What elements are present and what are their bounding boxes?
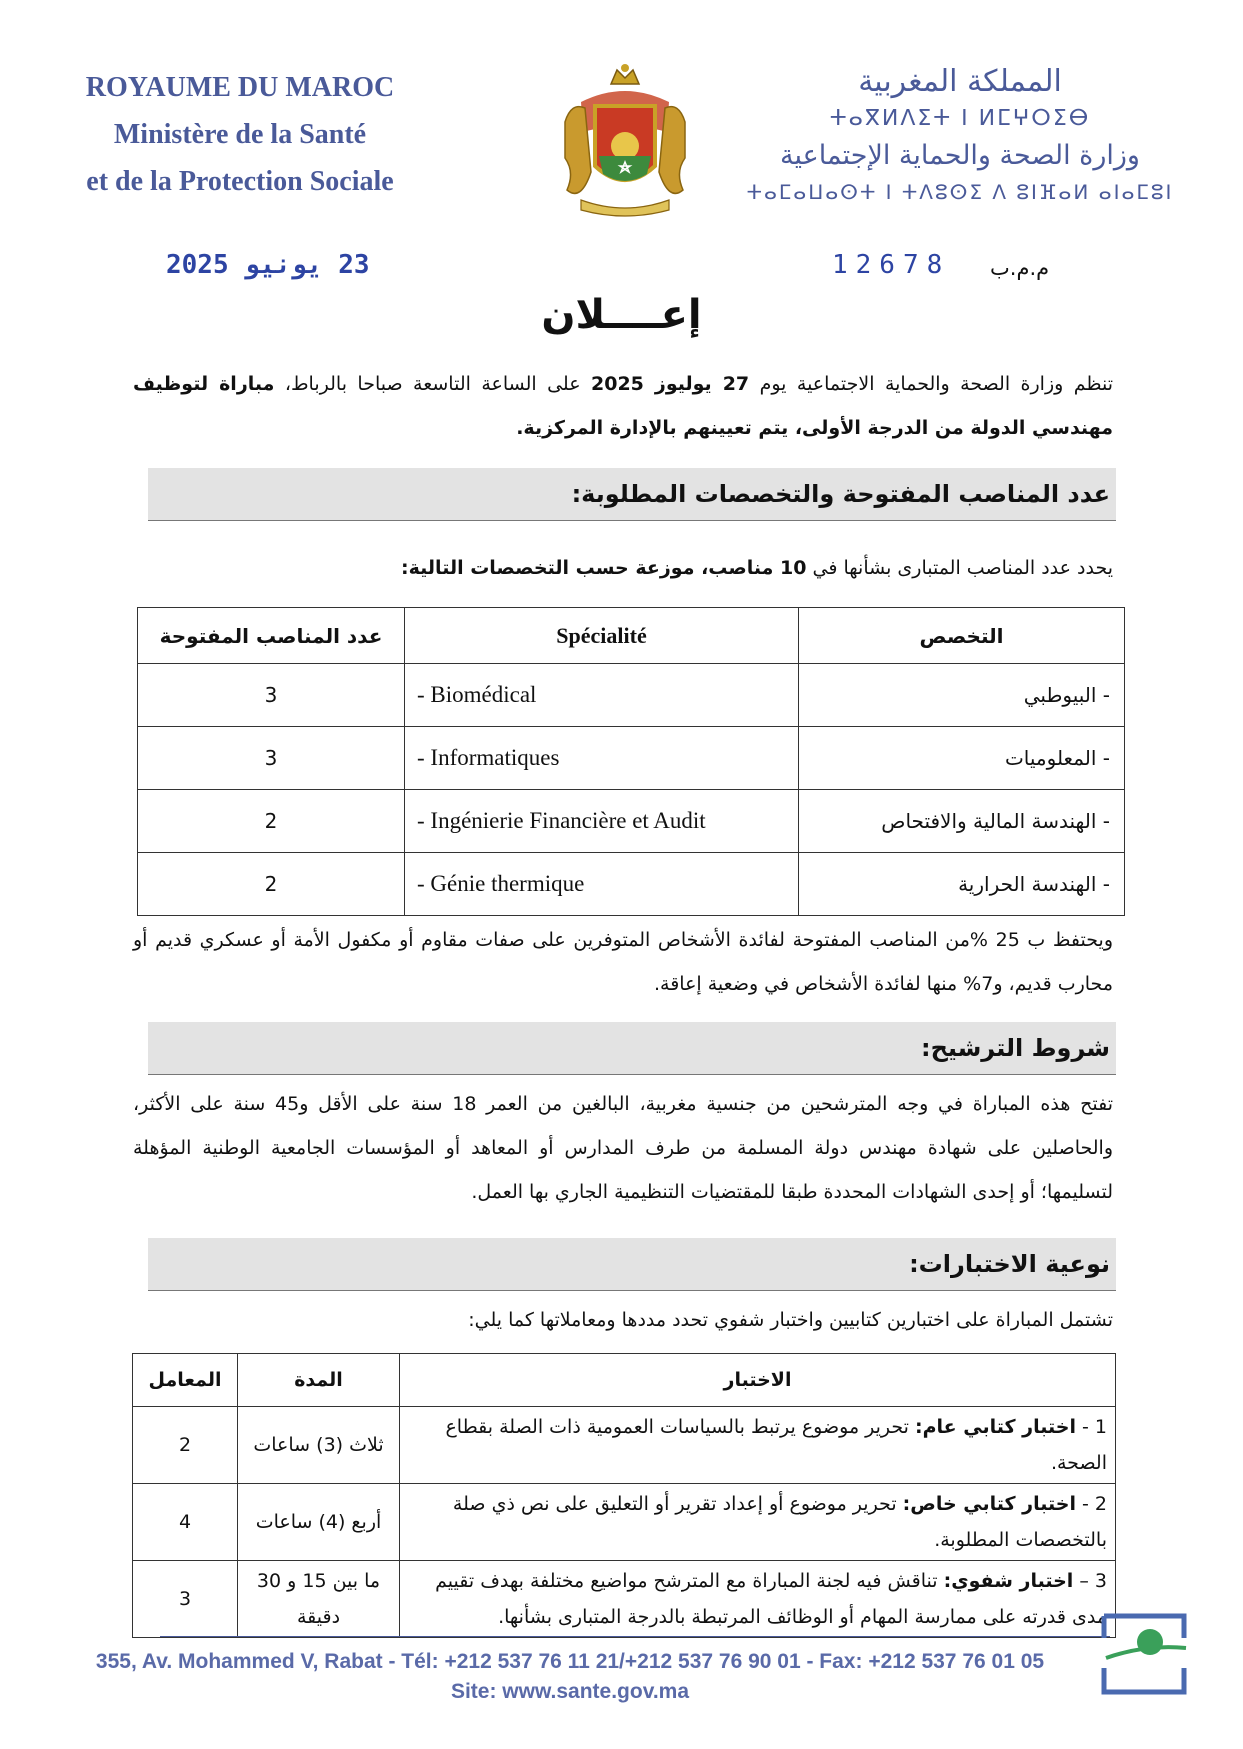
test-desc: تناقش فيه لجنة المباراة مع المترشح مواضيع مختلفة بهدف تقييم مدى قدرته على ممارسة المهام أو الوظائف المرتبطة بالدرجة المتبارى بشأنها. bbox=[435, 1570, 1107, 1628]
test-number: 1 - bbox=[1075, 1416, 1107, 1438]
col-header-specialty-ar: التخصص bbox=[799, 608, 1125, 664]
fr-ministry: Ministère de la Santé bbox=[113, 119, 367, 150]
tests-table bbox=[132, 1353, 1116, 1638]
intro-bold-end: مباراة لتوظيف مهندسي الدولة من الدرجة الأولى، يتم تعيينهم بالإدارة المركزية. bbox=[133, 373, 1113, 439]
col-header-coefficient: المعامل bbox=[133, 1354, 238, 1407]
test-coefficient: 3 bbox=[133, 1561, 238, 1638]
test-number: 2 - bbox=[1075, 1493, 1107, 1515]
conditions-paragraph: تفتح هذه المباراة في وجه المترشحين من جنسية مغربية، البالغين من العمر 18 سنة على الأقل و45 سنة على الأكثر، والحاصلين على شهادة مهندس دولة المسلمة من طرف المدارس أو المعاهد أو المؤسسات الجامعية الوطنية المؤهلة لتسليمها؛ أو إحدى الشهادات المحددة طبقا للمقتضيات التنظيمية الجاري بها العمل. bbox=[133, 1093, 1113, 1203]
positions-lead bbox=[133, 546, 1113, 590]
table-header-row bbox=[138, 608, 1125, 664]
test-label: اختبار كتابي خاص: bbox=[902, 1493, 1076, 1515]
intro-date: 27 يوليوز 2025 bbox=[591, 373, 750, 395]
test-number: 3 – bbox=[1073, 1570, 1107, 1592]
test-duration: ما بين 15 و 30 دقيقة bbox=[238, 1561, 400, 1638]
reference-label: م.م.ب bbox=[990, 256, 1050, 280]
moroccan-coat-of-arms-icon bbox=[551, 62, 699, 222]
intro-part2: على الساعة التاسعة صباحا بالرباط، bbox=[274, 373, 591, 395]
footer-address: 355, Av. Mohammed V, Rabat - Tél: +212 537 76 11 21/+212 537 76 90 01 - Fax: +212 537 76 01 05 bbox=[95, 1650, 1045, 1673]
header-arabic bbox=[735, 62, 1185, 208]
specialty-ar: - البيوطبي bbox=[799, 664, 1125, 727]
test-coefficient: 4 bbox=[133, 1484, 238, 1561]
positions-lead-bold: 10 مناصب، موزعة حسب التخصصات التالية: bbox=[401, 557, 807, 579]
ar-kingdom: المملكة المغربية bbox=[858, 64, 1062, 99]
table-row bbox=[133, 1407, 1116, 1484]
positions-lead-part1: يحدد عدد المناصب المتبارى بشأنها في bbox=[806, 557, 1113, 579]
announcement-title: إعــــلان bbox=[541, 292, 702, 338]
tests-lead: تشتمل المباراة على اختبارين كتابيين واختبار شفوي تحدد مددها ومعاملاتها كما يلي: bbox=[468, 1309, 1113, 1331]
col-header-specialty-fr: Spécialité bbox=[405, 608, 799, 664]
table-row bbox=[133, 1561, 1116, 1638]
header-french bbox=[40, 64, 440, 205]
table-row bbox=[133, 1484, 1116, 1561]
section-heading-positions-text: عدد المناصب المفتوحة والتخصصات المطلوبة: bbox=[571, 480, 1110, 508]
test-desc: تحرير موضوع أو إعداد تقرير أو التعليق على نص ذي صلة بالتخصصات المطلوبة. bbox=[452, 1493, 1107, 1551]
positions-table bbox=[137, 607, 1125, 916]
reference-number: 12678 bbox=[832, 250, 951, 280]
position-count: 3 bbox=[138, 664, 405, 727]
position-count: 3 bbox=[138, 727, 405, 790]
specialty-ar: - المعلوميات bbox=[799, 727, 1125, 790]
intro-part1: تنظم وزارة الصحة والحماية الاجتماعية يوم bbox=[749, 373, 1113, 395]
col-header-test: الاختبار bbox=[400, 1354, 1116, 1407]
specialty-fr: - Ingénierie Financière et Audit bbox=[405, 790, 799, 853]
date-stamp: 23 يونيو 2025 bbox=[166, 250, 370, 280]
specialty-ar: - الهندسة المالية والافتحاص bbox=[799, 790, 1125, 853]
test-duration: أربع (4) ساعات bbox=[238, 1484, 400, 1561]
tifinagh-ministry: ⵜⴰⵎⴰⵡⴰⵙⵜ ⵏ ⵜⴷⵓⵙⵉ ⴷ ⵓⵏⴼⴰⵍ ⴰⵏⴰⵎⵓⵏ bbox=[746, 180, 1174, 204]
footer-site: Site: www.sante.gov.ma bbox=[450, 1680, 690, 1703]
test-coefficient: 2 bbox=[133, 1407, 238, 1484]
tifinagh-kingdom: ⵜⴰⴳⵍⴷⵉⵜ ⵏ ⵍⵎⵖⵔⵉⴱ bbox=[829, 106, 1091, 131]
ar-ministry: وزارة الصحة والحماية الإجتماعية bbox=[780, 140, 1140, 171]
specialty-ar: - الهندسة الحرارية bbox=[799, 853, 1125, 916]
quota-paragraph: ويحتفظ ب 25 %من المناصب المفتوحة لفائدة الأشخاص المتوفرين على صفات مقاوم أو مكفول الأمة أو عسكري قديم أو محارب قديم، و7% منها لفائدة الأشخاص في وضعية إعاقة. bbox=[133, 929, 1114, 995]
table-row bbox=[138, 790, 1125, 853]
test-description bbox=[400, 1407, 1116, 1484]
fr-kingdom: ROYAUME DU MAROC bbox=[85, 72, 395, 103]
footer-divider bbox=[160, 1636, 1110, 1637]
intro-paragraph bbox=[133, 362, 1113, 450]
fr-ministry-2: et de la Protection Sociale bbox=[86, 166, 394, 197]
table-row bbox=[138, 727, 1125, 790]
position-count: 2 bbox=[138, 790, 405, 853]
section-heading-tests bbox=[148, 1238, 1116, 1291]
section-heading-conditions bbox=[148, 1022, 1116, 1075]
test-label: اختبار كتابي عام: bbox=[915, 1416, 1076, 1438]
specialty-fr: - Informatiques bbox=[405, 727, 799, 790]
test-duration: ثلاث (3) ساعات bbox=[238, 1407, 400, 1484]
col-header-count: عدد المناصب المفتوحة bbox=[138, 608, 405, 664]
specialty-fr: - Biomédical bbox=[405, 664, 799, 727]
section-heading-tests-text: نوعية الاختبارات: bbox=[909, 1250, 1110, 1278]
test-description bbox=[400, 1561, 1116, 1638]
ministry-logo-icon bbox=[1096, 1608, 1192, 1700]
test-label: اختبار شفوي: bbox=[943, 1570, 1074, 1592]
test-desc: تحرير موضوع يرتبط بالسياسات العمومية ذات الصلة بقطاع الصحة. bbox=[445, 1416, 1107, 1474]
table-header-row bbox=[133, 1354, 1116, 1407]
table-row bbox=[138, 853, 1125, 916]
position-count: 2 bbox=[138, 853, 405, 916]
test-description bbox=[400, 1484, 1116, 1561]
table-row bbox=[138, 664, 1125, 727]
specialty-fr: - Génie thermique bbox=[405, 853, 799, 916]
section-heading-positions bbox=[148, 468, 1116, 521]
col-header-duration: المدة bbox=[238, 1354, 400, 1407]
section-heading-conditions-text: شروط الترشيح: bbox=[921, 1034, 1110, 1062]
